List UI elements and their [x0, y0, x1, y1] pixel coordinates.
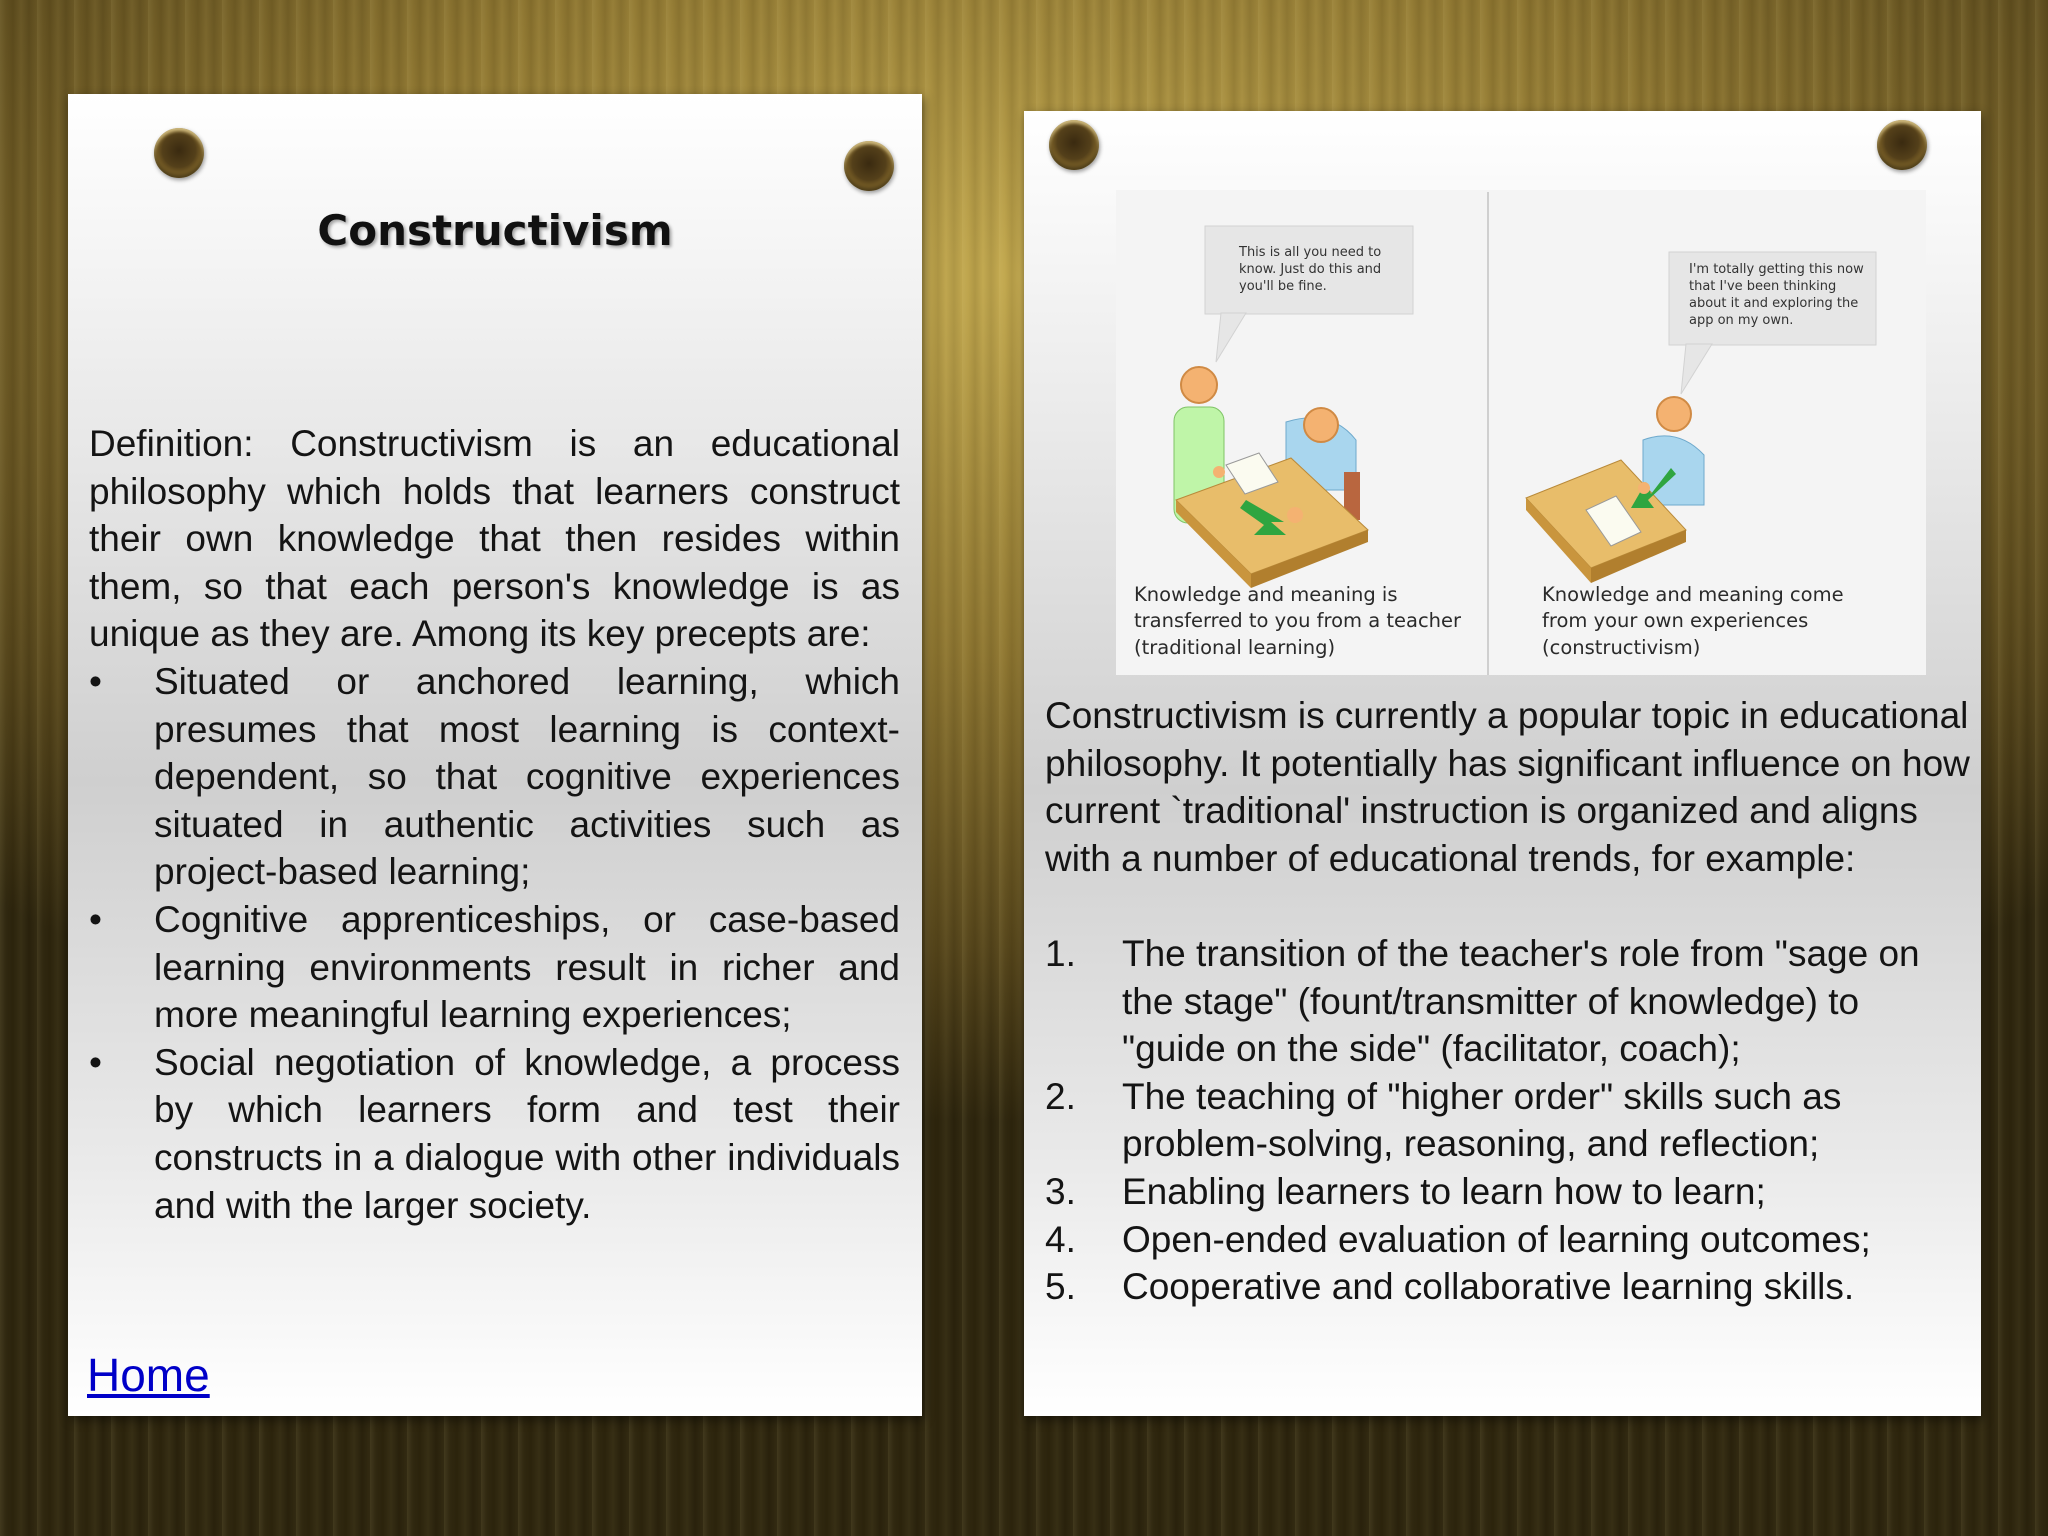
bubble-line: This is all you need to [1239, 245, 1382, 260]
illustration-caption: from your own experiences [1542, 609, 1809, 632]
list-item-number: 5. [1045, 1266, 1076, 1308]
list-item-number: 2. [1045, 1075, 1076, 1117]
list-item-text: Situated or anchored learning, which presumes that most learning is context-dependent, so that cognitive experiences situated in authentic activities such as project-based learning; [154, 660, 900, 893]
bubble-line: I'm totally getting this now [1689, 262, 1864, 277]
constructivism-trends-card [1024, 111, 1981, 1416]
list-item-number: 4. [1045, 1218, 1076, 1260]
list-item-text: Cognitive apprenticeships, or case-based learning environments result in richer and more meaningful learning experiences; [154, 898, 900, 1036]
list-item-number: 3. [1045, 1170, 1076, 1212]
list-item [1045, 930, 1973, 1073]
definition-section [89, 420, 900, 1229]
list-item [1045, 1073, 1973, 1168]
list-item-text: Enabling learners to learn how to learn; [1122, 1170, 1766, 1212]
list-item [1045, 1263, 1973, 1311]
bubble-line: that I've been thinking [1689, 279, 1837, 294]
bubble-line: you'll be fine. [1239, 279, 1327, 294]
list-item-text: The transition of the teacher's role from "sage on the stage" (fount/transmitter of knowledge) to "guide on the side" (facilitator, coach); [1122, 932, 1920, 1070]
list-item-text: Open-ended evaluation of learning outcomes; [1122, 1218, 1871, 1260]
list-item-number: 1. [1045, 932, 1076, 974]
definition-text: Definition: Constructivism is an educational philosophy which holds that learners construct their own knowledge that then resides within them, so that each person's knowledge is as unique as they are. Among its key precepts are: [89, 423, 900, 655]
pushpin-icon [1877, 120, 1927, 170]
illustration-caption: Knowledge and meaning come [1542, 583, 1844, 606]
list-item [1045, 1168, 1973, 1216]
intro-text: Constructivism is currently a popular topic in educational philosophy. It potentially has significant influence on how current `traditional' instruction is organized and aligns with a number of educational trends, for example: [1045, 695, 1970, 879]
trends-list [1045, 930, 1973, 1311]
illustration-caption: transferred to you from a teacher [1134, 609, 1462, 632]
constructivism-definition-card [68, 94, 922, 1416]
pushpin-icon [844, 141, 894, 191]
illustration-caption: (constructivism) [1542, 636, 1701, 659]
home-link[interactable]: Home [87, 1349, 210, 1401]
bubble-line: know. Just do this and [1239, 262, 1382, 277]
precepts-list [89, 658, 900, 1229]
pushpin-icon [1049, 120, 1099, 170]
bubble-line: app on my own. [1689, 313, 1794, 328]
bubble-line: about it and exploring the [1689, 296, 1859, 311]
list-item [89, 896, 900, 1039]
illustration-caption: Knowledge and meaning is [1134, 583, 1398, 606]
list-item [1045, 1216, 1973, 1264]
list-item-text: The teaching of "higher order" skills such as problem-solving, reasoning, and reflection; [1122, 1075, 1842, 1165]
list-item [89, 1039, 900, 1229]
list-item [89, 658, 900, 896]
list-item-text: Cooperative and collaborative learning skills. [1122, 1266, 1855, 1308]
pushpin-icon [154, 128, 204, 178]
page-title: Constructivism [317, 206, 673, 255]
list-item-text: Social negotiation of knowledge, a process by which learners form and test their constructs in a dialogue with other individuals and with the larger society. [154, 1041, 900, 1226]
learning-comparison-illustration [1116, 190, 1926, 675]
illustration-caption: (traditional learning) [1134, 636, 1336, 659]
trends-section [1045, 692, 1973, 1311]
